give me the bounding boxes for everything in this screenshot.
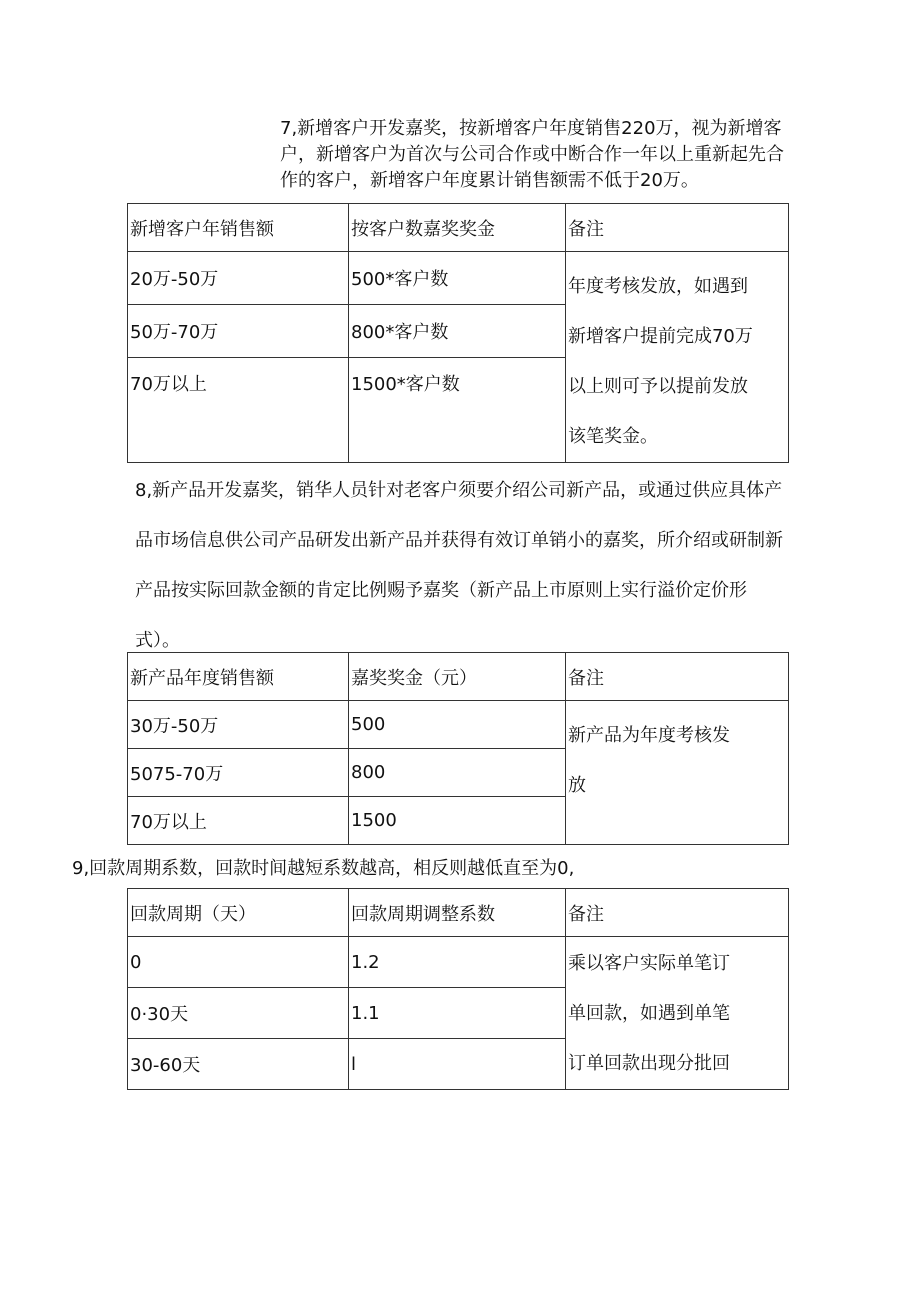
note-line: 乘以客户实际单笔订 <box>567 953 730 974</box>
note-line: 新增客户提前完成70万 <box>567 326 753 347</box>
table-cell: 800*客户数 <box>349 304 566 357</box>
table-cell: 50万-70万 <box>128 304 349 357</box>
table-header-cell: 新产品年度销售额 <box>128 653 349 701</box>
paragraph-line: 产品按实际回款金额的肯定比例赐予嘉奖（新产品上市原则上实行溢价定价形 <box>135 580 747 601</box>
table-cell: 500 <box>349 701 566 749</box>
section-9-paragraph <box>72 856 772 882</box>
table-cell: l <box>349 1039 566 1090</box>
table-cell: 70万以上 <box>128 357 349 463</box>
paragraph-line: 作的客户，新增客户年度累计销售额需不低于20万。 <box>280 170 699 191</box>
section-8-paragraph <box>135 466 860 666</box>
note-line: 单回款，如遇到单笔 <box>567 1003 730 1024</box>
paragraph-line: 品市场信息供公司产品研发出新产品并获得有效订单销小的嘉奖，所介绍或研制新 <box>135 530 783 551</box>
table-note-cell <box>565 252 788 463</box>
table-cell: 30-60天 <box>128 1039 349 1090</box>
table-header-cell: 新增客户年销售额 <box>128 204 349 252</box>
table-header-cell: 回款周期（天） <box>128 889 349 937</box>
table-header-row <box>128 204 789 252</box>
paragraph-line: 户，新增客户为首次与公司合作或中断合作一年以上重新起先合 <box>280 144 784 165</box>
table-cell: 1500 <box>349 797 566 845</box>
note-line: 年度考核发放，如遇到 <box>567 276 748 297</box>
table-cell: 0·30天 <box>128 988 349 1039</box>
table-cell: 500*客户数 <box>349 252 566 305</box>
table-cell: 70万以上 <box>128 797 349 845</box>
table-header-row <box>128 889 789 937</box>
table-cell: 800 <box>349 749 566 797</box>
paragraph-line: 7,新增客户开发嘉奖，按新增客户年度销售220万，视为新增客 <box>280 118 782 139</box>
table-cell: 5075-70万 <box>128 749 349 797</box>
table-cell: 1.2 <box>349 937 566 988</box>
note-line: 订单回款出现分批回 <box>567 1053 730 1074</box>
table-header-cell: 回款周期调整系数 <box>349 889 566 937</box>
table-row <box>128 937 789 988</box>
table-cell: 30万-50万 <box>128 701 349 749</box>
table-note-cell <box>565 701 788 845</box>
table-cell: 1500*客户数 <box>349 357 566 463</box>
table-cell: 1.1 <box>349 988 566 1039</box>
new-product-bonus-table <box>127 652 789 845</box>
table-header-cell: 备注 <box>565 204 788 252</box>
table-cell: 20万-50万 <box>128 252 349 305</box>
table-header-cell: 备注 <box>565 889 788 937</box>
paragraph-line: 式）。 <box>135 630 180 651</box>
new-customer-bonus-table <box>127 203 789 463</box>
note-line: 以上则可予以提前发放 <box>567 376 748 397</box>
table-row <box>128 701 789 749</box>
section-7-paragraph <box>280 116 850 194</box>
table-header-cell: 按客户数嘉奖奖金 <box>349 204 566 252</box>
table-header-row <box>128 653 789 701</box>
note-line: 该笔奖金。 <box>567 426 658 447</box>
table-header-cell: 嘉奖奖金（元） <box>349 653 566 701</box>
paragraph-line: 9,回款周期系数，回款时间越短系数越高，相反则越低直至为0, <box>72 858 575 879</box>
note-line: 放 <box>567 775 586 796</box>
paragraph-line: 8,新产品开发嘉奖，销华人员针对老客户须要介绍公司新产品，或通过供应具体产 <box>135 480 783 501</box>
note-line: 新产品为年度考核发 <box>567 725 730 746</box>
table-note-cell <box>565 937 788 1090</box>
table-cell: 0 <box>128 937 349 988</box>
table-header-cell: 备注 <box>565 653 788 701</box>
payment-cycle-table <box>127 888 789 1090</box>
table-row <box>128 252 789 305</box>
